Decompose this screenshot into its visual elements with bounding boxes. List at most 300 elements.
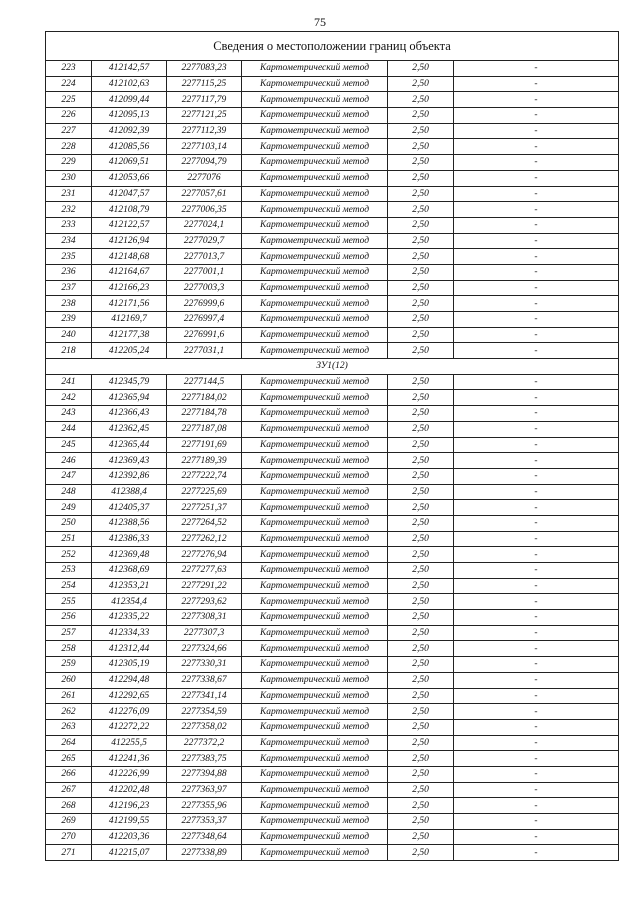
coord-x: 412353,21 (92, 578, 167, 594)
precision-cell: 2,50 (388, 625, 454, 641)
point-number: 270 (46, 829, 92, 845)
coord-x: 412392,86 (92, 468, 167, 484)
coord-y: 2277264,52 (167, 515, 242, 531)
table-title-row (46, 32, 619, 61)
description-cell: - (454, 641, 619, 657)
description-cell: - (454, 484, 619, 500)
point-number: 261 (46, 688, 92, 704)
coord-x: 412164,67 (92, 264, 167, 280)
coord-x: 412369,43 (92, 453, 167, 469)
table-row (46, 766, 619, 782)
table-row (46, 390, 619, 406)
coord-y: 2277355,96 (167, 798, 242, 814)
coord-x: 412368,69 (92, 563, 167, 579)
point-number: 223 (46, 61, 92, 77)
point-number: 264 (46, 735, 92, 751)
precision-cell: 2,50 (388, 845, 454, 861)
table-row (46, 735, 619, 751)
method-cell: Картометрический метод (242, 437, 388, 453)
coord-x: 412108,79 (92, 202, 167, 218)
point-number: 246 (46, 453, 92, 469)
table-row (46, 500, 619, 516)
coord-y: 2277083,23 (167, 61, 242, 77)
method-cell: Картометрический метод (242, 139, 388, 155)
coord-y: 2277024,1 (167, 217, 242, 233)
method-cell: Картометрический метод (242, 578, 388, 594)
boundary-coordinates-table (45, 31, 619, 861)
method-cell: Картометрический метод (242, 264, 388, 280)
coord-y: 2277222,74 (167, 468, 242, 484)
description-cell: - (454, 719, 619, 735)
table-row (46, 814, 619, 830)
precision-cell: 2,50 (388, 170, 454, 186)
coord-x: 412171,56 (92, 296, 167, 312)
coord-y: 2277293,62 (167, 594, 242, 610)
coord-y: 2277354,59 (167, 704, 242, 720)
description-cell: - (454, 829, 619, 845)
table-row (46, 563, 619, 579)
coord-y: 2277013,7 (167, 249, 242, 265)
table-row (46, 233, 619, 249)
table-row (46, 170, 619, 186)
table-row (46, 704, 619, 720)
precision-cell: 2,50 (388, 657, 454, 673)
description-cell: - (454, 374, 619, 390)
table-row (46, 280, 619, 296)
coord-x: 412142,57 (92, 61, 167, 77)
point-number: 251 (46, 531, 92, 547)
point-number: 250 (46, 515, 92, 531)
precision-cell: 2,50 (388, 186, 454, 202)
precision-cell: 2,50 (388, 123, 454, 139)
table-row (46, 421, 619, 437)
table-row (46, 484, 619, 500)
table-row (46, 61, 619, 77)
table-row (46, 249, 619, 265)
coord-x: 412294,48 (92, 672, 167, 688)
coord-x: 412292,65 (92, 688, 167, 704)
precision-cell: 2,50 (388, 500, 454, 516)
coord-y: 2277076 (167, 170, 242, 186)
method-cell: Картометрический метод (242, 484, 388, 500)
description-cell: - (454, 406, 619, 422)
coord-x: 412092,39 (92, 123, 167, 139)
point-number: 232 (46, 202, 92, 218)
precision-cell: 2,50 (388, 594, 454, 610)
coord-x: 412202,48 (92, 782, 167, 798)
table-row (46, 374, 619, 390)
point-number: 229 (46, 155, 92, 171)
description-cell: - (454, 814, 619, 830)
method-cell: Картометрический метод (242, 202, 388, 218)
table-row (46, 312, 619, 328)
description-cell: - (454, 139, 619, 155)
method-cell: Картометрический метод (242, 515, 388, 531)
table-row (46, 186, 619, 202)
table-row (46, 437, 619, 453)
table-row (46, 92, 619, 108)
table-row (46, 688, 619, 704)
description-cell: - (454, 343, 619, 359)
table-row (46, 672, 619, 688)
description-cell: - (454, 735, 619, 751)
method-cell: Картометрический метод (242, 735, 388, 751)
coord-y: 2277383,75 (167, 751, 242, 767)
table-row (46, 829, 619, 845)
description-cell: - (454, 123, 619, 139)
coord-y: 2277001,1 (167, 264, 242, 280)
method-cell: Картометрический метод (242, 798, 388, 814)
coord-x: 412386,33 (92, 531, 167, 547)
method-cell: Картометрический метод (242, 374, 388, 390)
precision-cell: 2,50 (388, 249, 454, 265)
table-row (46, 327, 619, 343)
table-row (46, 845, 619, 861)
coord-x: 412166,23 (92, 280, 167, 296)
precision-cell: 2,50 (388, 374, 454, 390)
point-number: 226 (46, 108, 92, 124)
coord-y: 2277338,89 (167, 845, 242, 861)
method-cell: Картометрический метод (242, 688, 388, 704)
table-row (46, 296, 619, 312)
table-row (46, 610, 619, 626)
coord-x: 412226,99 (92, 766, 167, 782)
point-number: 235 (46, 249, 92, 265)
coord-x: 412312,44 (92, 641, 167, 657)
coord-y: 2277112,39 (167, 123, 242, 139)
coord-x: 412241,36 (92, 751, 167, 767)
table-row (46, 202, 619, 218)
description-cell: - (454, 531, 619, 547)
coord-x: 412276,09 (92, 704, 167, 720)
method-cell: Картометрический метод (242, 108, 388, 124)
table-row (46, 719, 619, 735)
description-cell: - (454, 766, 619, 782)
table-row (46, 657, 619, 673)
point-number: 263 (46, 719, 92, 735)
description-cell: - (454, 578, 619, 594)
precision-cell: 2,50 (388, 814, 454, 830)
table-row (46, 139, 619, 155)
method-cell: Картометрический метод (242, 641, 388, 657)
point-number: 225 (46, 92, 92, 108)
point-number: 262 (46, 704, 92, 720)
coord-x: 412169,7 (92, 312, 167, 328)
coord-x: 412369,48 (92, 547, 167, 563)
description-cell: - (454, 233, 619, 249)
coord-x: 412365,44 (92, 437, 167, 453)
method-cell: Картометрический метод (242, 829, 388, 845)
coord-y: 2277358,02 (167, 719, 242, 735)
table-row (46, 264, 619, 280)
precision-cell: 2,50 (388, 672, 454, 688)
point-number: 247 (46, 468, 92, 484)
description-cell: - (454, 61, 619, 77)
method-cell: Картометрический метод (242, 782, 388, 798)
point-number: 260 (46, 672, 92, 688)
precision-cell: 2,50 (388, 578, 454, 594)
precision-cell: 2,50 (388, 327, 454, 343)
table-row (46, 155, 619, 171)
method-cell: Картометрический метод (242, 170, 388, 186)
method-cell: Картометрический метод (242, 406, 388, 422)
description-cell: - (454, 327, 619, 343)
coord-x: 412196,23 (92, 798, 167, 814)
method-cell: Картометрический метод (242, 280, 388, 296)
table-row (46, 453, 619, 469)
point-number: 218 (46, 343, 92, 359)
precision-cell: 2,50 (388, 547, 454, 563)
coord-x: 412205,24 (92, 343, 167, 359)
method-cell: Картометрический метод (242, 343, 388, 359)
coord-y: 2277144,5 (167, 374, 242, 390)
description-cell: - (454, 249, 619, 265)
coord-y: 2277029,7 (167, 233, 242, 249)
method-cell: Картометрический метод (242, 155, 388, 171)
method-cell: Картометрический метод (242, 296, 388, 312)
description-cell: - (454, 170, 619, 186)
coord-y: 2277187,08 (167, 421, 242, 437)
table-row (46, 217, 619, 233)
coord-x: 412085,56 (92, 139, 167, 155)
point-number: 239 (46, 312, 92, 328)
description-cell: - (454, 468, 619, 484)
description-cell: - (454, 704, 619, 720)
precision-cell: 2,50 (388, 531, 454, 547)
table-row (46, 594, 619, 610)
method-cell: Картометрический метод (242, 594, 388, 610)
description-cell: - (454, 515, 619, 531)
table-row (46, 547, 619, 563)
description-cell: - (454, 563, 619, 579)
description-cell: - (454, 610, 619, 626)
method-cell: Картометрический метод (242, 845, 388, 861)
description-cell: - (454, 155, 619, 171)
method-cell: Картометрический метод (242, 672, 388, 688)
method-cell: Картометрический метод (242, 719, 388, 735)
description-cell: - (454, 217, 619, 233)
coord-y: 2277363,97 (167, 782, 242, 798)
method-cell: Картометрический метод (242, 610, 388, 626)
precision-cell: 2,50 (388, 515, 454, 531)
coord-y: 2277372,2 (167, 735, 242, 751)
coord-x: 412362,45 (92, 421, 167, 437)
coord-x: 412095,13 (92, 108, 167, 124)
precision-cell: 2,50 (388, 217, 454, 233)
coord-x: 412199,55 (92, 814, 167, 830)
coord-x: 412177,38 (92, 327, 167, 343)
description-cell: - (454, 798, 619, 814)
point-number: 268 (46, 798, 92, 814)
section-label: ЗУ1(12) (46, 359, 619, 375)
description-cell: - (454, 657, 619, 673)
table-row (46, 578, 619, 594)
description-cell: - (454, 108, 619, 124)
coord-y: 2277353,37 (167, 814, 242, 830)
precision-cell: 2,50 (388, 280, 454, 296)
coord-y: 2277341,14 (167, 688, 242, 704)
precision-cell: 2,50 (388, 704, 454, 720)
coord-y: 2277338,67 (167, 672, 242, 688)
table-row (46, 468, 619, 484)
coord-x: 412203,36 (92, 829, 167, 845)
point-number: 245 (46, 437, 92, 453)
description-cell: - (454, 312, 619, 328)
point-number: 230 (46, 170, 92, 186)
precision-cell: 2,50 (388, 155, 454, 171)
precision-cell: 2,50 (388, 735, 454, 751)
coord-x: 412388,4 (92, 484, 167, 500)
point-number: 255 (46, 594, 92, 610)
method-cell: Картометрический метод (242, 751, 388, 767)
coord-x: 412345,79 (92, 374, 167, 390)
precision-cell: 2,50 (388, 202, 454, 218)
method-cell: Картометрический метод (242, 500, 388, 516)
coord-x: 412255,5 (92, 735, 167, 751)
point-number: 231 (46, 186, 92, 202)
method-cell: Картометрический метод (242, 327, 388, 343)
table-row (46, 641, 619, 657)
description-cell: - (454, 76, 619, 92)
method-cell: Картометрический метод (242, 76, 388, 92)
coord-y: 2277121,25 (167, 108, 242, 124)
coord-y: 2277277,63 (167, 563, 242, 579)
method-cell: Картометрический метод (242, 421, 388, 437)
coord-y: 2277094,79 (167, 155, 242, 171)
precision-cell: 2,50 (388, 92, 454, 108)
precision-cell: 2,50 (388, 76, 454, 92)
description-cell: - (454, 390, 619, 406)
precision-cell: 2,50 (388, 484, 454, 500)
precision-cell: 2,50 (388, 343, 454, 359)
description-cell: - (454, 500, 619, 516)
coord-x: 412215,07 (92, 845, 167, 861)
coord-x: 412272,22 (92, 719, 167, 735)
point-number: 241 (46, 374, 92, 390)
coord-x: 412366,43 (92, 406, 167, 422)
coord-y: 2277348,64 (167, 829, 242, 845)
page-number: 75 (314, 15, 326, 29)
precision-cell: 2,50 (388, 798, 454, 814)
coord-y: 2277394,88 (167, 766, 242, 782)
precision-cell: 2,50 (388, 296, 454, 312)
coord-y: 2277251,37 (167, 500, 242, 516)
point-number: 233 (46, 217, 92, 233)
precision-cell: 2,50 (388, 641, 454, 657)
method-cell: Картометрический метод (242, 217, 388, 233)
description-cell: - (454, 280, 619, 296)
description-cell: - (454, 625, 619, 641)
description-cell: - (454, 296, 619, 312)
precision-cell: 2,50 (388, 751, 454, 767)
method-cell: Картометрический метод (242, 249, 388, 265)
point-number: 271 (46, 845, 92, 861)
coord-y: 2277324,66 (167, 641, 242, 657)
table-row (46, 751, 619, 767)
point-number: 259 (46, 657, 92, 673)
method-cell: Картометрический метод (242, 531, 388, 547)
coord-x: 412334,33 (92, 625, 167, 641)
method-cell: Картометрический метод (242, 563, 388, 579)
precision-cell: 2,50 (388, 688, 454, 704)
precision-cell: 2,50 (388, 437, 454, 453)
precision-cell: 2,50 (388, 829, 454, 845)
method-cell: Картометрический метод (242, 766, 388, 782)
point-number: 265 (46, 751, 92, 767)
method-cell: Картометрический метод (242, 123, 388, 139)
method-cell: Картометрический метод (242, 453, 388, 469)
coord-x: 412053,66 (92, 170, 167, 186)
point-number: 256 (46, 610, 92, 626)
precision-cell: 2,50 (388, 782, 454, 798)
coord-x: 412405,37 (92, 500, 167, 516)
precision-cell: 2,50 (388, 264, 454, 280)
coord-y: 2277184,78 (167, 406, 242, 422)
method-cell: Картометрический метод (242, 625, 388, 641)
description-cell: - (454, 782, 619, 798)
precision-cell: 2,50 (388, 421, 454, 437)
coord-x: 412335,22 (92, 610, 167, 626)
point-number: 242 (46, 390, 92, 406)
method-cell: Картометрический метод (242, 547, 388, 563)
coord-y: 2277006,35 (167, 202, 242, 218)
method-cell: Картометрический метод (242, 468, 388, 484)
coord-x: 412305,19 (92, 657, 167, 673)
description-cell: - (454, 688, 619, 704)
description-cell: - (454, 264, 619, 280)
precision-cell: 2,50 (388, 610, 454, 626)
table-row (46, 625, 619, 641)
table-row (46, 76, 619, 92)
point-number: 236 (46, 264, 92, 280)
description-cell: - (454, 672, 619, 688)
description-cell: - (454, 421, 619, 437)
point-number: 266 (46, 766, 92, 782)
precision-cell: 2,50 (388, 719, 454, 735)
description-cell: - (454, 186, 619, 202)
point-number: 269 (46, 814, 92, 830)
precision-cell: 2,50 (388, 766, 454, 782)
method-cell: Картометрический метод (242, 814, 388, 830)
coord-y: 2276997,4 (167, 312, 242, 328)
table-row (46, 343, 619, 359)
point-number: 267 (46, 782, 92, 798)
point-number: 227 (46, 123, 92, 139)
method-cell: Картометрический метод (242, 390, 388, 406)
precision-cell: 2,50 (388, 61, 454, 77)
coord-y: 2277307,3 (167, 625, 242, 641)
method-cell: Картометрический метод (242, 92, 388, 108)
description-cell: - (454, 594, 619, 610)
coord-x: 412126,94 (92, 233, 167, 249)
coord-y: 2277057,61 (167, 186, 242, 202)
coord-y: 2277291,22 (167, 578, 242, 594)
point-number: 234 (46, 233, 92, 249)
coord-y: 2277103,14 (167, 139, 242, 155)
point-number: 237 (46, 280, 92, 296)
coord-y: 2277117,79 (167, 92, 242, 108)
point-number: 258 (46, 641, 92, 657)
method-cell: Картометрический метод (242, 704, 388, 720)
table-row (46, 531, 619, 547)
table-row (46, 798, 619, 814)
precision-cell: 2,50 (388, 468, 454, 484)
precision-cell: 2,50 (388, 233, 454, 249)
coord-x: 412388,56 (92, 515, 167, 531)
description-cell: - (454, 202, 619, 218)
description-cell: - (454, 453, 619, 469)
description-cell: - (454, 751, 619, 767)
